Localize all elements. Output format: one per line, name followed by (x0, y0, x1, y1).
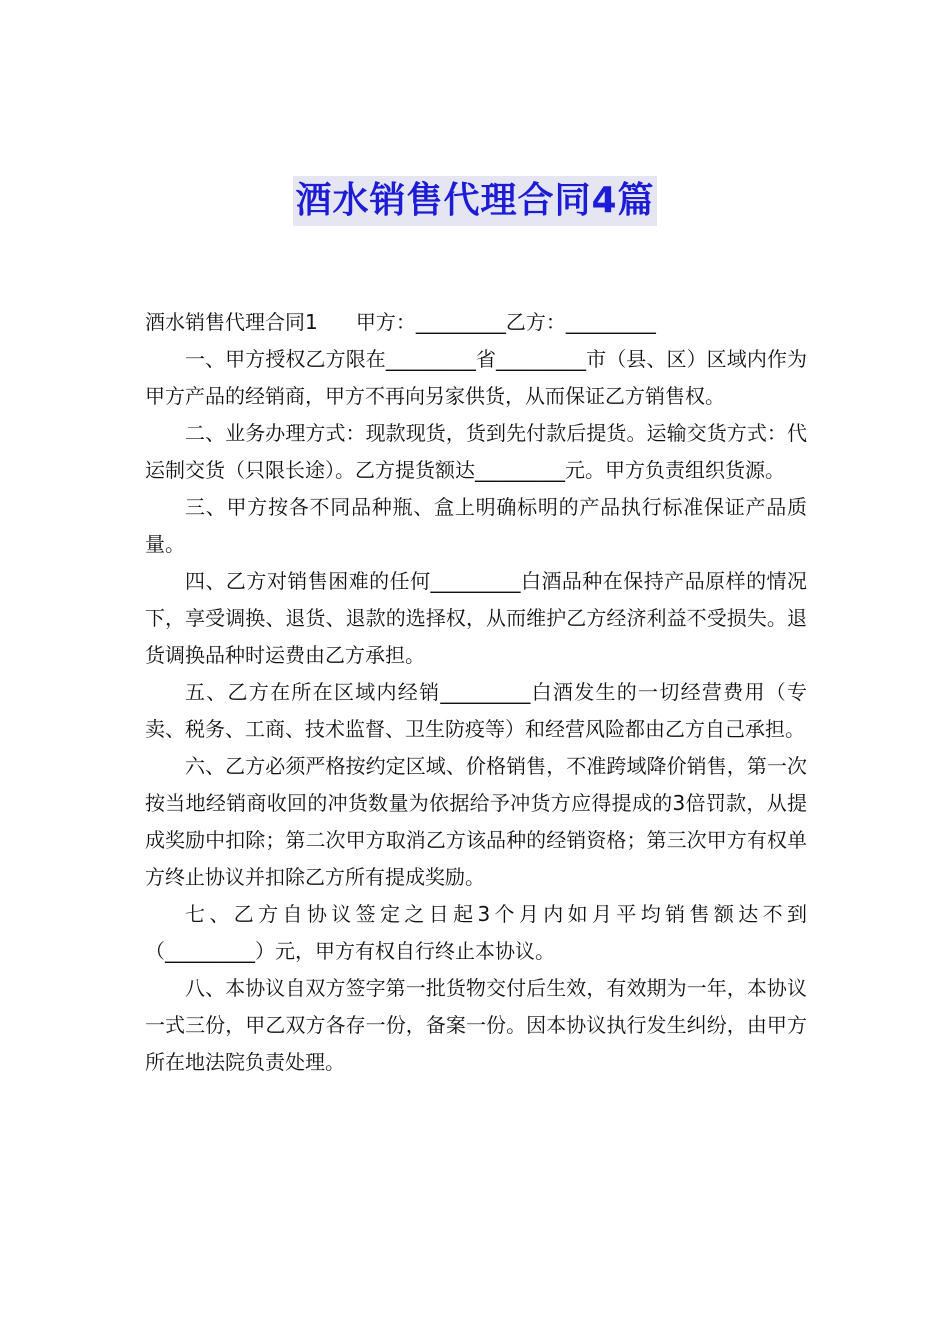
paragraph-5: 五、乙方在所在区域内经销_________白酒发生的一切经营费用（专卖、税务、工商、技术监督、卫生防疫等）和经营风险都由乙方自己承担。 (145, 680, 807, 741)
paragraph-2: 二、业务办理方式：现款现货，货到先付款后提货。运输交货方式：代运制交货（只限长途）。乙方提货额达_________元。甲方负责组织货源。 (145, 421, 807, 482)
document-title: 酒水销售代理合同4篇 (293, 176, 656, 226)
paragraph-1: 一、甲方授权乙方限在_________省_________市（县、区）区域内作为甲方产品的经销商，甲方不再向另家供货，从而保证乙方销售权。 (145, 347, 807, 408)
paragraph-7: 七、乙方自协议签定之日起3个月内如月平均销售额达不到（_________）元，甲方有权自行终止本协议。 (145, 902, 807, 963)
title-container (0, 176, 950, 226)
paragraph-8: 八、本协议自双方签字第一批货物交付后生效，有效期为一年，本协议一式三份，甲乙双方各存一份，备案一份。因本协议执行发生纠纷，由甲方所在地法院负责处理。 (145, 976, 807, 1074)
paragraph-3: 三、甲方按各不同品种瓶、盒上明确标明的产品执行标准保证产品质量。 (145, 495, 807, 556)
paragraph-4: 四、乙方对销售困难的任何_________白酒品种在保持产品原样的情况下，享受调换、退货、退款的选择权，从而维护乙方经济利益不受损失。退货调换品种时运费由乙方承担。 (145, 569, 807, 667)
paragraph-6: 六、乙方必须严格按约定区域、价格销售，不准跨域降价销售，第一次按当地经销商收回的冲货数量为依据给予冲货方应得提成的3倍罚款，从提成奖励中扣除；第二次甲方取消乙方该品种的经销资格；第三次甲方有权单方终止协议并扣除乙方所有提成奖励。 (145, 754, 807, 889)
contract-header-line: 酒水销售代理合同1 甲方：_________乙方：_________ (145, 310, 656, 334)
document-body (145, 304, 807, 1081)
